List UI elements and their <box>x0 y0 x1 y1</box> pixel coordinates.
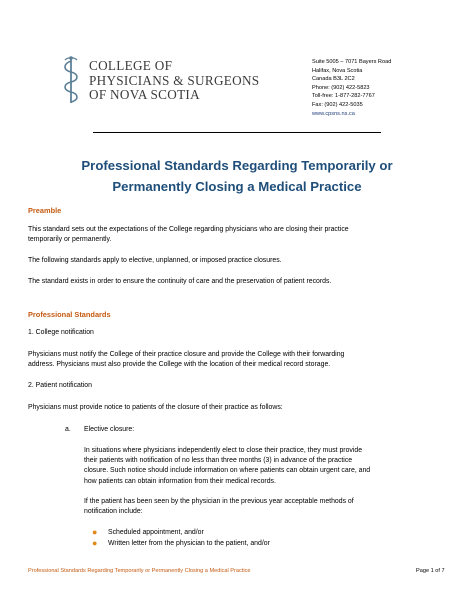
org-name-line2: PHYSICIANS & SURGEONS <box>89 72 260 88</box>
text-line: In situations where physicians independently elect to close their practice, they must provide <box>84 447 363 454</box>
preamble-heading: Preamble <box>28 206 62 215</box>
list-marker-a: a. <box>65 426 71 433</box>
elective-closure-paragraph-2 <box>84 497 354 517</box>
text-line: This standard sets out the expectations of the College regarding physicians who are closing their practice <box>28 226 349 233</box>
preamble-paragraph-3: The standard exists in order to ensure the continuity of care and the preservation of patient records. <box>28 278 332 285</box>
elective-closure-title: Elective closure: <box>84 426 135 433</box>
bullet-text: Written letter from the physician to the patient, and/or <box>108 540 270 547</box>
text-line: notification include: <box>84 508 143 516</box>
address-line: Suite 5005 – 7071 Bayers Road <box>312 59 392 65</box>
section-2-title: 2. Patient notification <box>28 382 92 389</box>
footer-page-number: Page 1 of 7 <box>416 568 445 574</box>
text-line: address. Physicians must also provide the College with the location of their medical record storage. <box>28 361 331 369</box>
standards-heading: Professional Standards <box>28 310 111 319</box>
preamble-paragraph-1 <box>28 225 349 245</box>
address-block <box>312 58 391 118</box>
phone-line: Phone: (902) 422-5823 <box>312 84 370 91</box>
fax-line: Fax: (902) 422-5035 <box>312 101 363 108</box>
text-line: If the patient has been seen by the physician in the previous year acceptable methods of <box>84 498 354 505</box>
title-line2: Permanently Closing a Medical Practice <box>112 179 362 194</box>
footer-document-title: Professional Standards Regarding Temporarily or Permanently Closing a Medical Practice <box>28 568 251 574</box>
section-1-title: 1. College notification <box>28 329 94 336</box>
org-name-line1: COLLEGE OF <box>89 58 173 73</box>
header-divider <box>93 132 381 133</box>
text-line: temporarily or permanently. <box>28 236 112 244</box>
document-title <box>0 155 474 197</box>
org-name-line3: OF NOVA SCOTIA <box>89 87 200 102</box>
bullet-icon: ● <box>92 538 98 548</box>
section-1-paragraph <box>28 350 344 370</box>
tollfree-line: Toll-free: 1-877-282-7767 <box>312 93 375 100</box>
text-line: Physicians must notify the College of their practice closure and provide the College with their forwarding <box>28 351 345 358</box>
title-line1: Professional Standards Regarding Temporarily or <box>81 158 393 173</box>
bullet-text: Scheduled appointment, and/or <box>108 529 204 536</box>
address-line: Canada B3L 2C2 <box>312 76 355 83</box>
text-line: how patients can obtain information from their medical records. <box>84 477 276 485</box>
elective-closure-paragraph-1 <box>84 446 370 487</box>
address-line: Halifax, Nova Scotia <box>312 67 363 74</box>
website-link[interactable]: www.cpsns.ns.ca <box>312 110 355 117</box>
college-logo <box>60 55 280 107</box>
text-line: their patients with notification of no less than three months (3) in advance of the practice <box>84 457 353 465</box>
caduceus-icon <box>60 55 82 105</box>
text-line: closure. Such notice should include information on where patients can obtain urgent care, and <box>84 467 371 475</box>
section-2-intro: Physicians must provide notice to patients of the closure of their practice as follows: <box>28 404 283 411</box>
preamble-paragraph-2: The following standards apply to elective, unplanned, or imposed practice closures. <box>28 257 282 264</box>
bullet-icon: ● <box>92 527 98 537</box>
